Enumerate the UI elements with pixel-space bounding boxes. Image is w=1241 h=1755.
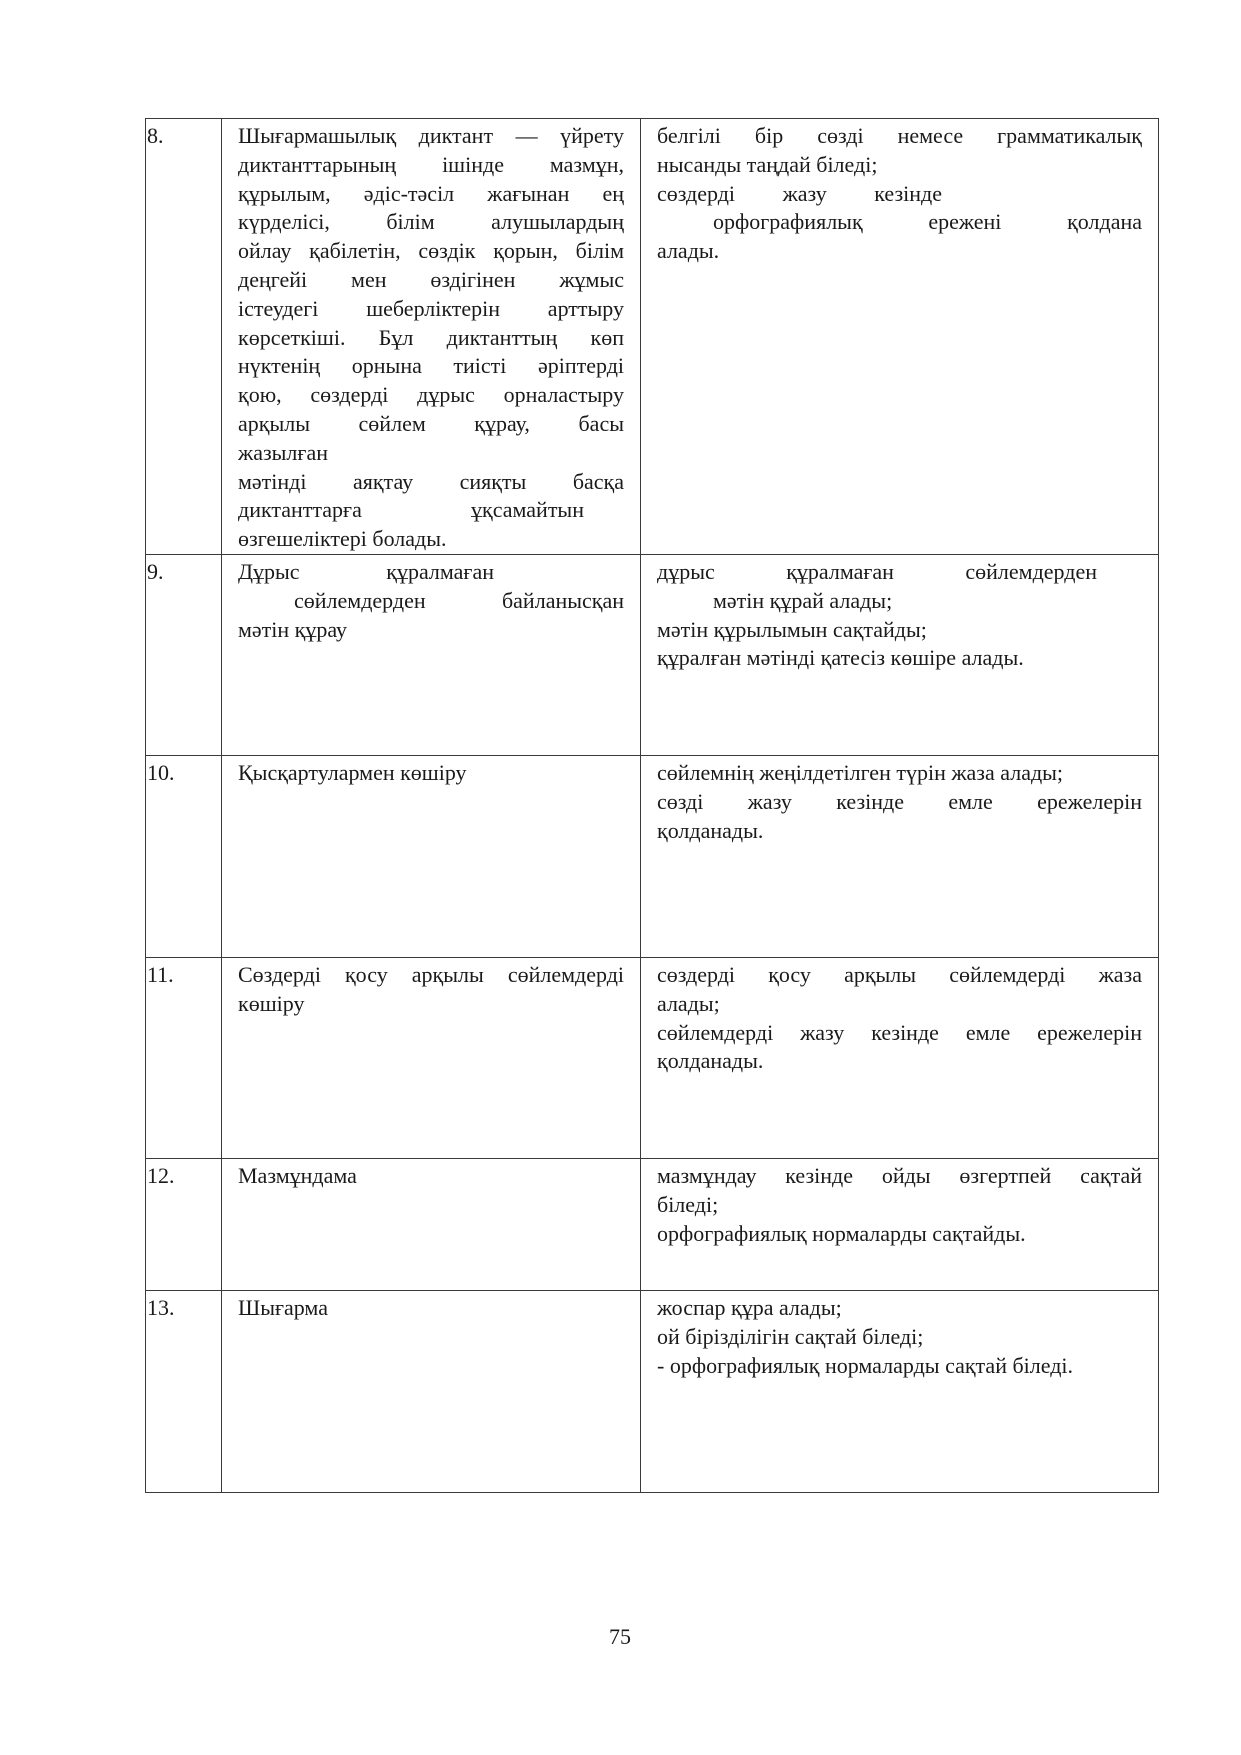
topic-line: нүктенің орнына тиісті әріптерді	[238, 353, 624, 379]
topic-cell	[222, 1158, 641, 1290]
learning-outcomes-table	[145, 118, 1159, 1493]
row-number-cell	[146, 957, 222, 1158]
row-number-cell	[146, 1290, 222, 1492]
table-row	[146, 957, 1159, 1158]
topic-line: көшіру	[238, 990, 305, 1016]
outcome-line: ой бірізділігін сақтай біледі;	[657, 1323, 924, 1349]
outcome-line: сөйлемдерді жазу кезінде емле ережелерін	[657, 1019, 1142, 1045]
outcome-line: сөзді жазу кезінде емле ережелерін	[657, 788, 1142, 814]
table-row	[146, 554, 1159, 755]
outcome-line: орфографиялық ережені қолдана	[713, 209, 1142, 235]
table-row	[146, 755, 1159, 957]
outcome-line: жоспар құра алады;	[657, 1294, 842, 1320]
outcome-cell	[641, 1158, 1159, 1290]
outcome-line: біледі;	[657, 1191, 719, 1217]
topic-line: диктанттарға ұқсамайтын	[238, 497, 584, 523]
topic-line: сөйлемдерден байланысқан	[294, 587, 624, 613]
topic-line: көрсеткіші. Бұл диктанттың көп	[238, 324, 624, 350]
topic-line: жазылған	[238, 439, 328, 465]
topic-cell	[222, 957, 641, 1158]
topic-line: Дұрыс құралмаған	[238, 558, 494, 584]
outcome-line: алады.	[657, 238, 720, 264]
topic-line: істеудегі шеберліктерін арттыру	[238, 295, 624, 321]
row-number: 13.	[147, 1294, 175, 1320]
topic-line: Мазмұндама	[238, 1162, 357, 1188]
outcome-line: белгілі бір сөзді немесе грамматикалық	[657, 123, 1142, 148]
topic-line: Қысқартулармен көшіру	[238, 759, 467, 785]
topic-line: диктанттарының ішінде мазмұн,	[238, 151, 624, 177]
row-number: 9.	[147, 558, 164, 584]
topic-line: өзгешеліктері болады.	[238, 526, 447, 552]
outcome-line: нысанды таңдай біледі;	[657, 151, 878, 177]
row-number-cell	[146, 1158, 222, 1290]
outcome-cell	[641, 554, 1159, 755]
outcome-cell	[641, 119, 1159, 555]
topic-line: құрылым, әдіс-тәсіл жағынан ең	[238, 180, 624, 206]
row-number-cell	[146, 554, 222, 755]
outcome-cell	[641, 957, 1159, 1158]
topic-cell	[222, 755, 641, 957]
row-number-cell	[146, 119, 222, 555]
outcome-line: қолданады.	[657, 1048, 764, 1074]
outcome-line: мәтін құрай алады;	[713, 587, 893, 613]
topic-line: қою, сөздерді дұрыс орналастыру	[238, 382, 624, 408]
outcome-line: - орфографиялық нормаларды сақтай біледі.	[657, 1352, 1074, 1378]
outcome-line: дұрыс құралмаған сөйлемдерден	[657, 558, 1097, 584]
outcome-line: құралған мәтінді қатесіз көшіре алады.	[657, 645, 1024, 671]
outcome-line: алады;	[657, 990, 720, 1016]
outcome-line: мәтін құрылымын сақтайды;	[657, 616, 927, 642]
topic-cell	[222, 119, 641, 555]
topic-line: Сөздерді қосу арқылы сөйлемдерді	[238, 961, 624, 987]
outcome-line: мазмұндау кезінде ойды өзгертпей сақтай	[657, 1162, 1142, 1188]
table-row	[146, 119, 1159, 555]
topic-line: Шығармашылық диктант — үйрету	[238, 123, 624, 148]
row-number-cell	[146, 755, 222, 957]
outcome-cell	[641, 755, 1159, 957]
topic-line: мәтін құрау	[238, 616, 348, 642]
topic-line: арқылы сөйлем құрау, басы	[238, 410, 624, 436]
outcome-line: сөйлемнің жеңілдетілген түрін жаза алады;	[657, 759, 1064, 785]
topic-line: Шығарма	[238, 1294, 328, 1320]
outcome-line: қолданады.	[657, 817, 764, 843]
row-number: 10.	[147, 759, 175, 785]
outcome-line: сөздерді қосу арқылы сөйлемдерді жаза	[657, 961, 1142, 987]
table-row	[146, 1290, 1159, 1492]
table-row	[146, 1158, 1159, 1290]
row-number: 8.	[147, 123, 164, 148]
page-number: 75	[609, 1624, 631, 1649]
topic-line: деңгейі мен өздігінен жұмыс	[238, 266, 624, 292]
row-number: 11.	[147, 961, 174, 987]
row-number: 12.	[147, 1162, 175, 1188]
outcome-cell	[641, 1290, 1159, 1492]
topic-cell	[222, 1290, 641, 1492]
topic-cell	[222, 554, 641, 755]
topic-line: мәтінді аяқтау сияқты басқа	[238, 468, 624, 494]
outcome-line: сөздерді жазу кезінде	[657, 180, 942, 206]
topic-line: ойлау қабілетін, сөздік қорын, білім	[238, 238, 624, 264]
topic-line: күрделісі, білім алушылардың	[238, 209, 624, 235]
outcome-line: орфографиялық нормаларды сақтайды.	[657, 1220, 1026, 1246]
